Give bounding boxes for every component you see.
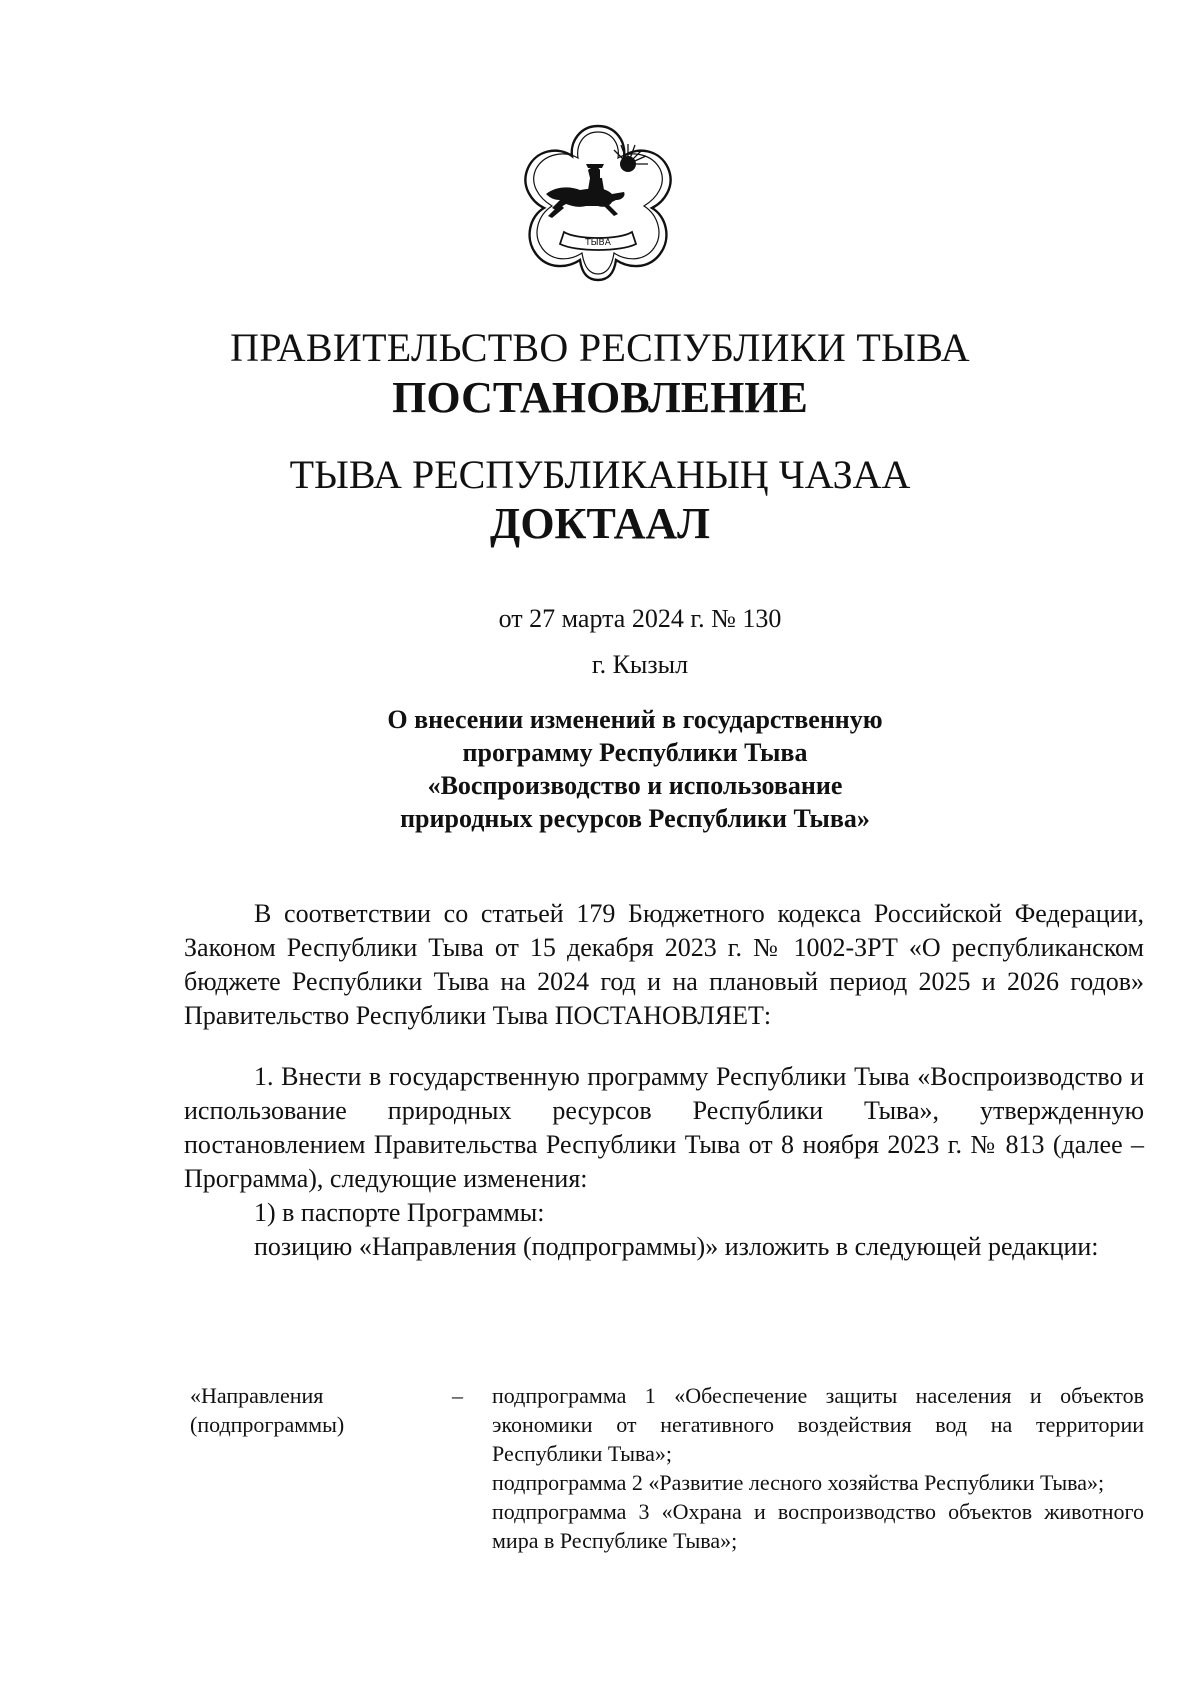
subprogram-item: подпрограмма 1 «Обеспечение защиты населения и объектов экономики от негативного воздействия вод на территории Республики Тыва»; bbox=[492, 1383, 1144, 1466]
position-values bbox=[492, 1381, 1144, 1555]
subprogram-item: подпрограмма 3 «Охрана и воспроизводство объектов животного мира в Республике Тыва»; bbox=[492, 1499, 1144, 1553]
subprogram-item: подпрограмма 2 «Развитие лесного хозяйства Республики Тыва»; bbox=[492, 1470, 1105, 1495]
position-dash: – bbox=[452, 1383, 463, 1408]
preamble-paragraph: В соответствии со статьей 179 Бюджетного кодекса Российской Федерации, Законом Республики Тыва от 15 декабря 2023 г. № 1002-ЗРТ «О республиканском бюджете Республики Тыва на 2024 год и на плановый период 2025 и 2026 годов» Правительство Республики Тыва ПОСТАНОВЛЯЕТ: bbox=[184, 899, 1144, 1030]
government-name-ru: ПРАВИТЕЛЬСТВО РЕСПУБЛИКИ ТЫВА bbox=[230, 325, 970, 370]
preamble bbox=[184, 897, 1144, 1033]
subject-line: О внесении изменений в государственную bbox=[387, 705, 883, 734]
document-date-number: от 27 марта 2024 г. № 130 bbox=[498, 604, 782, 633]
item-1-2: позицию «Направления (подпрограммы)» изложить в следующей редакции: bbox=[254, 1232, 1099, 1261]
tuva-coat-of-arms-icon bbox=[516, 120, 680, 284]
item-1: 1. Внести в государственную программу Республики Тыва «Воспроизводство и использование природных ресурсов Республики Тыва», утвержденную постановлением Правительства Республики Тыва от 8 ноября 2023 г. № 813 (далее – Программа), следующие изменения: bbox=[184, 1062, 1144, 1193]
document-type-ru: ПОСТАНОВЛЕНИЕ bbox=[392, 373, 808, 422]
document-type-tyv: ДОКТААЛ bbox=[490, 499, 710, 548]
subject-line: «Воспроизводство и использование bbox=[427, 771, 843, 800]
subject-line: природных ресурсов Республики Тыва» bbox=[400, 804, 870, 833]
position-label: «Направления (подпрограммы) bbox=[190, 1383, 345, 1437]
item-1-1: 1) в паспорте Программы: bbox=[254, 1198, 545, 1227]
subject-line: программу Республики Тыва bbox=[462, 738, 808, 767]
document-subject bbox=[330, 703, 940, 835]
resolution-items bbox=[184, 1060, 1144, 1264]
government-name-tyv: ТЫВА РЕСПУБЛИКАНЫҢ ЧАЗАА bbox=[289, 452, 911, 497]
document-city: г. Кызыл bbox=[591, 650, 689, 679]
svg-text:ТЫВА: ТЫВА bbox=[585, 238, 611, 248]
